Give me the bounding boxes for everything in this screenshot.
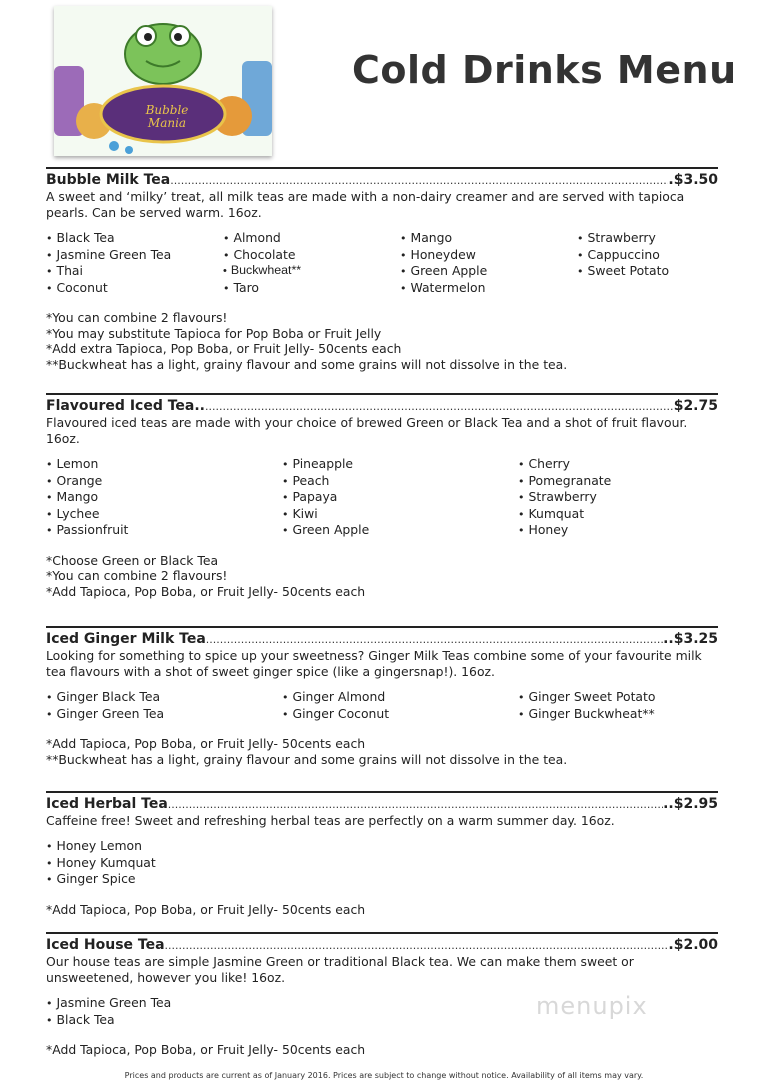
section-divider	[46, 791, 718, 793]
note: **Buckwheat has a light, grainy flavour and some grains will not dissolve in the tea.	[46, 356, 568, 372]
section-price: $2.75	[673, 398, 718, 414]
list-item: • Watermelon	[400, 280, 577, 297]
section-header	[46, 631, 718, 647]
flavour-list	[46, 230, 718, 296]
list-item: • Lychee	[46, 506, 282, 523]
section-price: ..$2.95	[663, 796, 718, 812]
list-item: • Kiwi	[282, 506, 518, 523]
section-flavoured-iced-tea	[46, 393, 718, 599]
list-item: • Ginger Almond	[282, 689, 518, 706]
list-item: • Papaya	[282, 489, 518, 506]
leader-dots	[206, 633, 663, 646]
list-item: • Taro	[223, 280, 400, 297]
list-item: • Peach	[282, 473, 518, 490]
section-divider	[46, 393, 718, 395]
list-item: • Honeydew	[400, 247, 577, 264]
list-item: • Buckwheat**	[223, 263, 400, 280]
section-header	[46, 796, 718, 812]
list-item: • Ginger Sweet Potato	[518, 689, 718, 706]
bubble-mania-logo	[54, 6, 272, 156]
note: *Add Tapioca, Pop Boba, or Fruit Jelly- 50cents each	[46, 736, 366, 751]
page-title: Cold Drinks Menu	[352, 48, 737, 92]
list-item: • Ginger Green Tea	[46, 706, 282, 723]
watermark: menupix	[536, 992, 648, 1020]
section-description: Caffeine free! Sweet and refreshing herbal teas are perfectly on a warm summer day. 16oz.	[46, 813, 615, 828]
list-item: • Black Tea	[46, 1012, 718, 1029]
list-item: • Ginger Spice	[46, 871, 718, 888]
section-name: Flavoured Iced Tea..	[46, 398, 205, 414]
list-item: • Strawberry	[518, 489, 718, 506]
list-item: • Ginger Coconut	[282, 706, 518, 723]
leader-dots	[168, 798, 663, 811]
leader-dots	[170, 174, 668, 187]
frog-logo-icon	[54, 6, 272, 156]
list-item: • Coconut	[46, 280, 223, 297]
list-item: • Mango	[400, 230, 577, 247]
section-name: Iced Ginger Milk Tea	[46, 631, 206, 647]
list-item: • Jasmine Green Tea	[46, 247, 223, 264]
list-item: • Lemon	[46, 456, 282, 473]
section-header	[46, 172, 718, 188]
note: *You may substitute Tapioca for Pop Boba or Fruit Jelly	[46, 325, 382, 341]
note: **Buckwheat has a light, grainy flavour and some grains will not dissolve in the tea.	[46, 751, 568, 767]
note: *You can combine 2 flavours!	[46, 568, 228, 583]
section-name: Iced Herbal Tea	[46, 796, 168, 812]
list-item: • Cherry	[518, 456, 718, 473]
section-header	[46, 937, 718, 953]
list-item: • Kumquat	[518, 506, 718, 523]
section-bubble-milk-tea	[46, 167, 718, 372]
section-header	[46, 398, 718, 414]
note: *Add Tapioca, Pop Boba, or Fruit Jelly- 50cents each	[46, 1042, 366, 1057]
list-item: • Green Apple	[282, 522, 518, 539]
flavour-list	[46, 689, 718, 722]
section-notes	[46, 1042, 718, 1058]
section-price: ..$3.25	[663, 631, 718, 647]
leader-dots	[165, 939, 669, 952]
section-divider	[46, 932, 718, 934]
section-divider	[46, 626, 718, 628]
section-notes	[46, 310, 718, 372]
list-item: • Jasmine Green Tea	[46, 995, 718, 1012]
footer-disclaimer: Prices and products are current as of January 2016. Prices are subject to change without notice. Availability of all items may vary.	[124, 1071, 644, 1080]
section-iced-herbal-tea	[46, 791, 718, 917]
section-name: Iced House Tea	[46, 937, 165, 953]
section-description: Flavoured iced teas are made with your choice of brewed Green or Black Tea and a shot of fruit flavour. 16oz.	[46, 415, 688, 446]
list-item: • Orange	[46, 473, 282, 490]
section-notes	[46, 736, 718, 767]
note: *Add Tapioca, Pop Boba, or Fruit Jelly- 50cents each	[46, 583, 366, 599]
note: *Choose Green or Black Tea	[46, 552, 219, 568]
list-item: • Black Tea	[46, 230, 223, 247]
list-item: • Cappuccino	[577, 247, 718, 264]
section-iced-ginger-milk-tea	[46, 626, 718, 767]
leader-dots	[205, 400, 674, 413]
list-item: • Pineapple	[282, 456, 518, 473]
list-item: • Pomegranate	[518, 473, 718, 490]
list-item: • Sweet Potato	[577, 263, 718, 280]
list-item: • Thai	[46, 263, 223, 280]
list-item: • Honey Lemon	[46, 838, 718, 855]
list-item: • Almond	[223, 230, 400, 247]
section-description: Looking for something to spice up your sweetness? Ginger Milk Teas combine some of your favourite milk tea flavours with a shot of sweet ginger spice (like a gingersnap!). 16oz.	[46, 648, 702, 679]
list-item: • Green Apple	[400, 263, 577, 280]
section-price: .$2.00	[668, 937, 718, 953]
list-item: • Honey Kumquat	[46, 855, 718, 872]
section-description: A sweet and ‘milky’ treat, all milk teas are made with a non-dairy creamer and are served with tapioca pearls. Can be served warm. 16oz.	[46, 189, 685, 220]
list-item: • Ginger Buckwheat**	[518, 706, 718, 723]
logo-text: Bubble Mania	[145, 103, 189, 130]
section-name: Bubble Milk Tea	[46, 172, 171, 188]
list-item: • Chocolate	[223, 247, 400, 264]
section-price: .$3.50	[668, 172, 718, 188]
list-item: • Ginger Black Tea	[46, 689, 282, 706]
list-item: • Passionfruit	[46, 522, 282, 539]
section-divider	[46, 167, 718, 169]
list-item: • Mango	[46, 489, 282, 506]
section-notes	[46, 902, 718, 918]
section-description: Our house teas are simple Jasmine Green or traditional Black tea. We can make them sweet or unsweetened, however you like! 16oz.	[46, 954, 634, 985]
flavour-list	[46, 456, 718, 539]
section-notes	[46, 553, 718, 600]
list-item: • Honey	[518, 522, 718, 539]
note: *Add Tapioca, Pop Boba, or Fruit Jelly- 50cents each	[46, 901, 366, 917]
note: *Add extra Tapioca, Pop Boba, or Fruit Jelly- 50cents each	[46, 341, 402, 356]
note: *You can combine 2 flavours!	[46, 310, 228, 325]
flavour-list	[46, 838, 718, 888]
list-item: • Strawberry	[577, 230, 718, 247]
